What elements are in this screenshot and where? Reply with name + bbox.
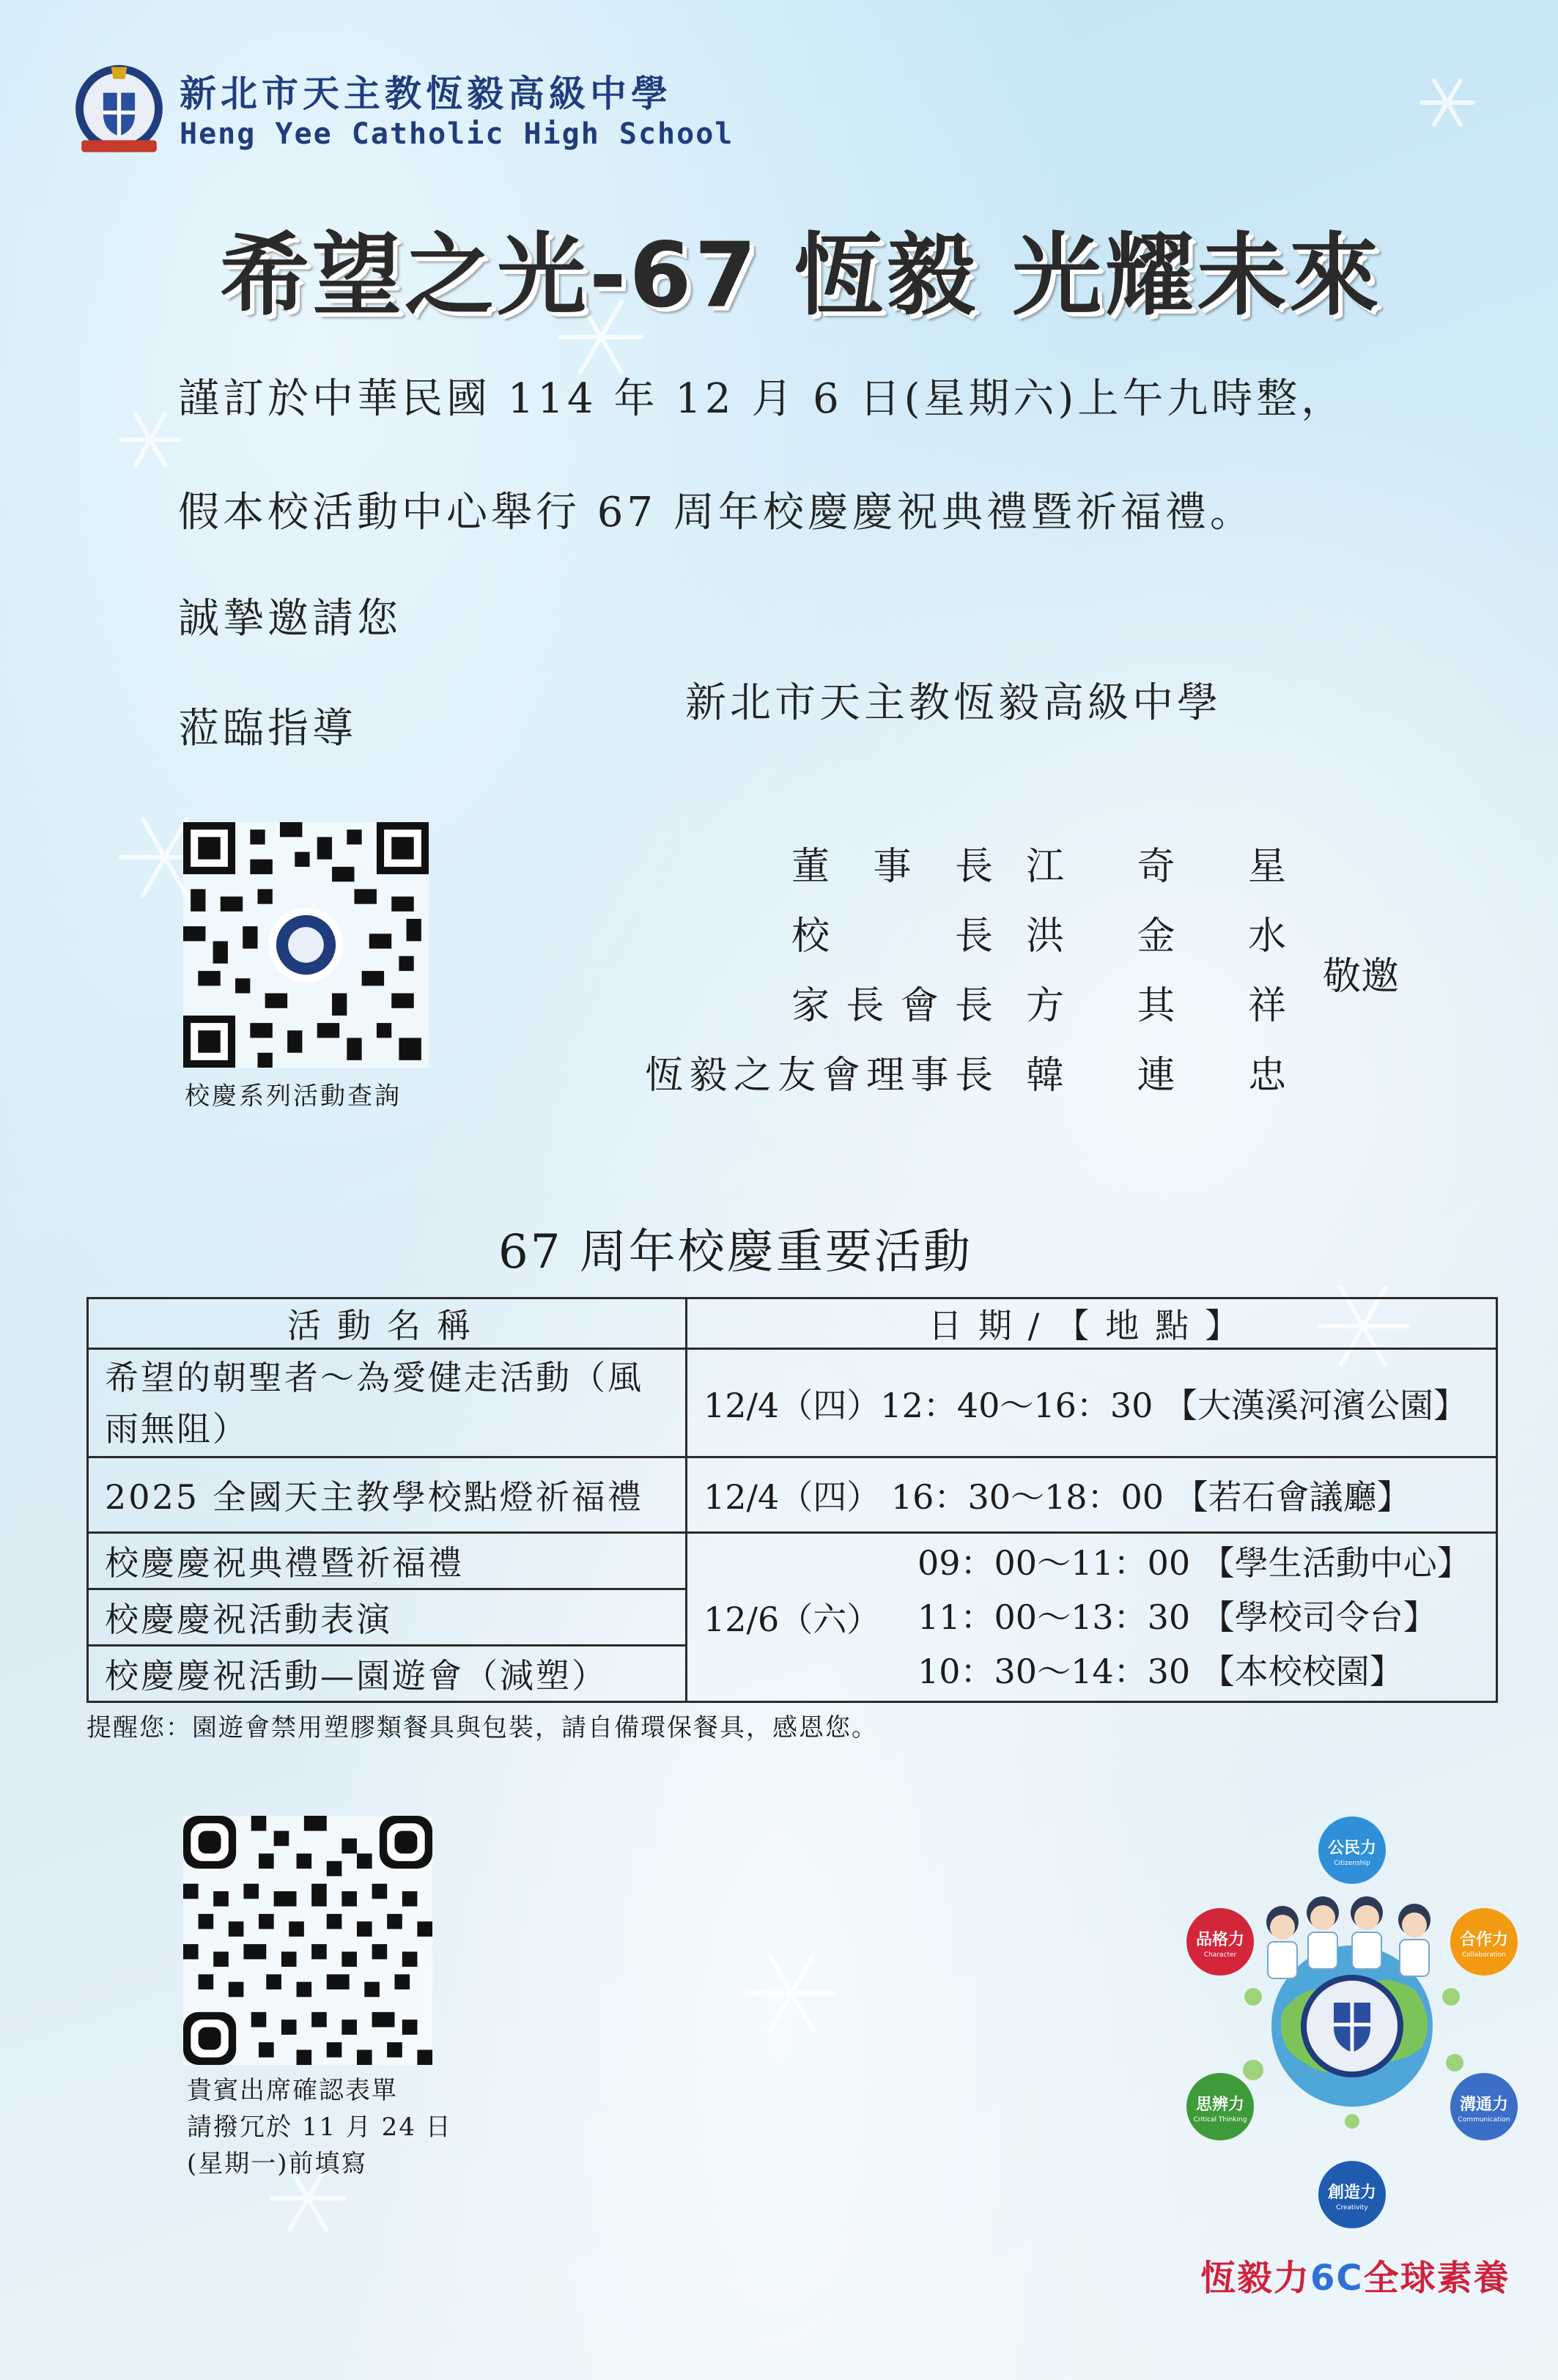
name-char: 奇: [1137, 845, 1175, 889]
slogan-part: 6C: [1310, 2258, 1364, 2299]
skill-label-en: Character: [1203, 1951, 1237, 1959]
role-char: 會: [900, 984, 939, 1028]
role-char: 毅: [689, 1054, 728, 1098]
activity-date: 12/4（四）12：40～16：30 【大漢溪河濱公園】: [687, 1349, 1497, 1457]
name-char: 江: [1026, 845, 1065, 889]
rsvp-caption-line: (星期一)前填寫: [187, 2149, 368, 2178]
name-char: 洪: [1026, 914, 1065, 958]
rsvp-qr-caption: [187, 2072, 452, 2182]
table-row: [88, 1457, 1497, 1533]
schedule-table: [86, 1297, 1498, 1703]
group-time-slot: 10：30～14：30 【本校校園】: [918, 1652, 1403, 1691]
table-header-row: [88, 1298, 1497, 1349]
invitation-line-date: 謹訂於中華民國 114 年 12 月 6 日(星期六)上午九時整，: [178, 375, 1346, 423]
role-char: 事: [873, 845, 912, 889]
role-char: 友: [778, 1054, 816, 1098]
activity-date-group: [687, 1533, 1497, 1702]
name-char: 連: [1137, 1054, 1175, 1098]
role-char: 家: [791, 984, 830, 1028]
name-char: 方: [1026, 984, 1065, 1028]
signatory-row: [645, 1037, 1286, 1106]
skill-label-en: Communication: [1458, 2116, 1510, 2124]
invitation-line-guidance: 蒞臨指導: [178, 705, 357, 753]
signatory-row: [645, 828, 1286, 898]
schedule-title: 67 周年校慶重要活動: [498, 1225, 972, 1279]
activity-name: 希望的朝聖者～為愛健走活動（風雨無阻）: [88, 1349, 687, 1457]
page-title: 希望之光-67 恆毅 光耀未來: [220, 223, 1382, 328]
rsvp-caption-line: 貴賓出席確認表單: [187, 2076, 398, 2105]
column-header-date: 日期/【地點】: [687, 1298, 1497, 1349]
six-c-slogan: [1200, 2250, 1510, 2300]
group-date: 12/6（六）: [704, 1600, 881, 1639]
table-row: [88, 1533, 1497, 1589]
table-row: [88, 1349, 1497, 1457]
school-name-en: Heng Yee Catholic High School: [180, 117, 734, 151]
name-char: 祥: [1247, 984, 1286, 1028]
invitation-line-invite: 誠摯邀請您: [178, 595, 402, 643]
role-char: 恆: [645, 1054, 684, 1098]
role-char: 董: [791, 845, 830, 889]
role-char: 長: [954, 845, 993, 889]
reminder-note: 提醒您：園遊會禁用塑膠類餐具與包裝，請自備環保餐具，感恩您。: [86, 1713, 878, 1742]
name-char: 水: [1247, 914, 1286, 958]
column-header-name: 活動名稱: [88, 1298, 687, 1349]
rsvp-qr-code[interactable]: [183, 1816, 432, 2065]
role-char: 長: [954, 984, 993, 1028]
role-char: 校: [791, 914, 830, 958]
respectful-invitation: 敬邀: [1323, 955, 1400, 999]
group-time-slot: 09：00～11：00 【學生活動中心】: [918, 1543, 1471, 1583]
activity-name: 校慶慶祝典禮暨祈福禮: [88, 1533, 687, 1589]
skill-label: 創造力: [1327, 2184, 1377, 2202]
role-char: 長: [846, 984, 885, 1028]
skill-label: 合作力: [1459, 1931, 1509, 1949]
name-char: 金: [1137, 914, 1175, 958]
skill-label: 思辨力: [1195, 2096, 1245, 2114]
name-char: 忠: [1247, 1054, 1286, 1098]
role-char: 會: [822, 1054, 860, 1098]
name-char: 韓: [1026, 1054, 1065, 1098]
skill-label-en: Critical Thinking: [1193, 2116, 1247, 2124]
group-time-slot: 11：00～13：30 【學校司令台】: [918, 1597, 1437, 1637]
school-crest-logo: [70, 57, 169, 156]
activity-name: 2025 全國天主教學校點燈祈福禮: [88, 1457, 687, 1533]
role-char: 長: [954, 1054, 993, 1098]
skill-label: 品格力: [1195, 1931, 1245, 1949]
role-char: 之: [733, 1054, 772, 1098]
slogan-part: 全球素養: [1363, 2258, 1510, 2299]
activity-date: 12/4（四） 16：30～18：00 【若石會議廳】: [687, 1457, 1497, 1533]
activities-qr-caption: 校慶系列活動查詢: [185, 1082, 402, 1111]
activity-name: 校慶慶祝活動表演: [88, 1589, 687, 1646]
invitation-line-venue: 假本校活動中心舉行 67 周年校慶慶祝典禮暨祈福禮。: [178, 489, 1255, 536]
skill-label-en: Collaboration: [1462, 1951, 1506, 1959]
signatories-block: [645, 828, 1286, 1106]
rsvp-caption-line: 請撥冗於 11 月 24 日: [187, 2113, 452, 2142]
name-char: 其: [1137, 984, 1175, 1028]
six-c-competencies-logo: [1173, 1806, 1532, 2239]
school-name-zh: 新北市天主教恆毅高級中學: [180, 73, 672, 115]
school-signature: 新北市天主教恆毅高級中學: [685, 679, 1222, 727]
name-char: 星: [1247, 845, 1286, 889]
activity-name: 校慶慶祝活動—園遊會（減塑）: [88, 1646, 687, 1702]
skill-label-en: Citizenship: [1334, 1860, 1370, 1867]
skill-label: 溝通力: [1459, 2096, 1509, 2114]
signatory-row: [645, 967, 1286, 1037]
activities-qr-code[interactable]: [183, 822, 429, 1068]
role-char: 長: [954, 914, 993, 958]
role-char: 事: [910, 1054, 949, 1098]
slogan-part: 恆毅力: [1200, 2258, 1311, 2299]
signatory-row: [645, 898, 1286, 967]
skill-label-en: Creativity: [1336, 2204, 1368, 2211]
skill-label: 公民力: [1327, 1839, 1377, 1858]
role-char: 理: [866, 1054, 905, 1098]
